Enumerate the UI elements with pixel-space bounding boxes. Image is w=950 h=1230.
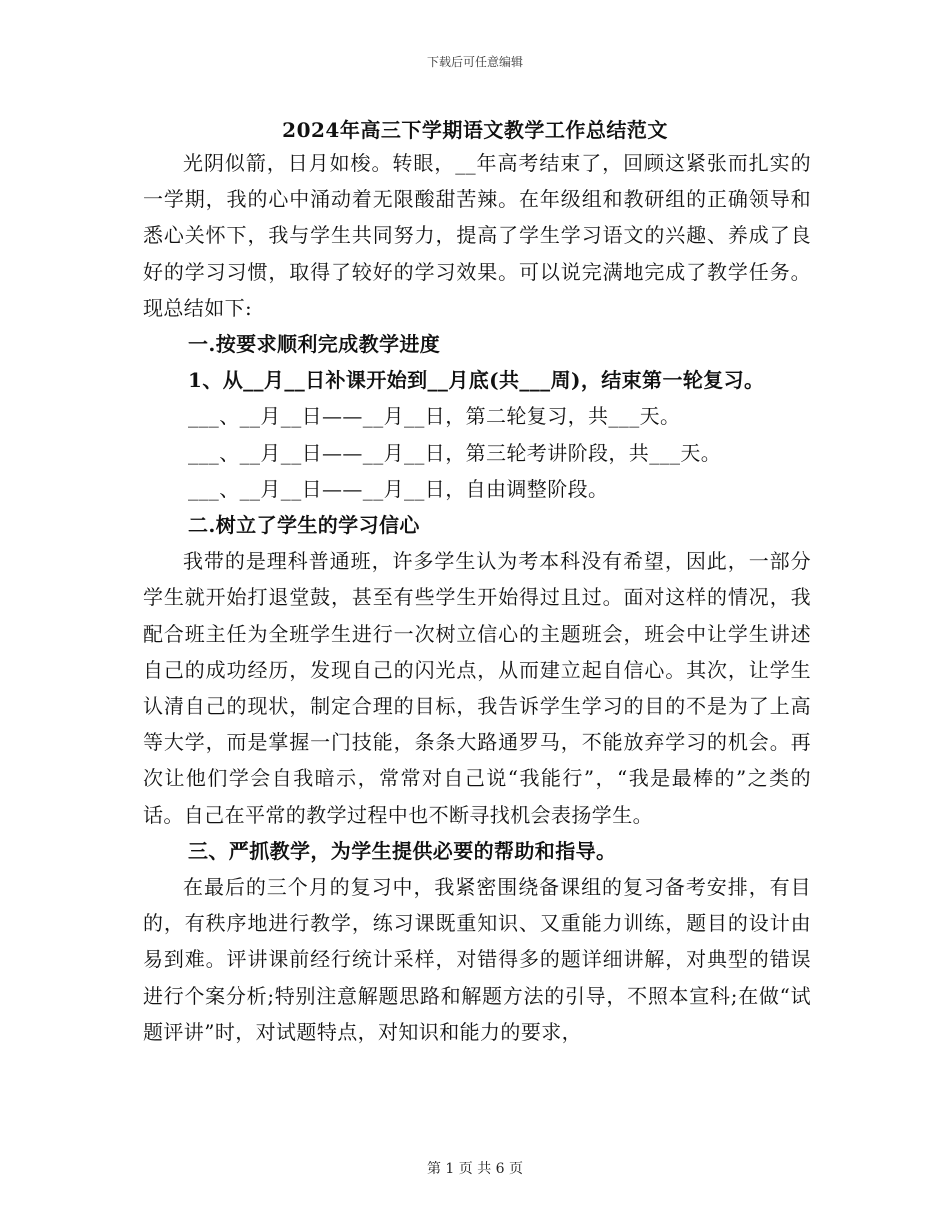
section-2-heading: 二.树立了学生的学习信心 [188,513,420,538]
schedule-line-2: ___、__月__日——__月__日，第三轮考讲阶段，共___天。 [188,440,722,465]
schedule-line-1: ___、__月__日——__月__日，第二轮复习，共___天。 [188,404,681,429]
section-3-heading: 三、严抓教学，为学生提供必要的帮助和指导。 [188,838,617,863]
section-1-heading: 一.按要求顺利完成教学进度 [188,332,441,357]
schedule-line-3: ___、__月__日——__月__日，自由调整阶段。 [188,476,609,501]
document-body [143,145,811,1050]
section-1-item-1: 1、从__月__日补课开始到__月底(共___周)，结束第一轮复习。 [188,368,765,393]
section-2-paragraph: 我带的是理科普通班，许多学生认为考本科没有希望，因此，一部分学生就开始打退堂鼓，甚至有些学生开始得过且过。面对这样的情况，我配合班主任为全班学生进行一次树立信心的主题班会，班会中让学生讲述自己的成功经历，发现自己的闪光点，从而建立起自信心。其次，让学生认清自己的现状，制定合理的目标，我告诉学生学习的目的不是为了上高等大学，而是掌握一门技能，条条大路通罗马，不能放弃学习的机会。再次让他们学会自我暗示，常常对自己说“我能行”，“我是最棒的”之类的话。自己在平常的教学过程中也不断寻找机会表扬学生。 [143,549,811,827]
page-indicator: 第 1 页 共 6 页 [426,1161,524,1177]
section-3-paragraph: 在最后的三个月的复习中，我紧密围绕备课组的复习备考安排，有目的，有秩序地进行教学，练习课既重知识、又重能力训练，题目的设计由易到难。评讲课前经行统计采样，对错得多的题详细讲解，对典型的错误进行个案分析;特别注意解题思路和解题方法的引导，不照本宣科;在做“试题评讲”时，对试题特点，对知识和能力的要求， [143,875,811,1044]
intro-paragraph: 光阴似箭，日月如梭。转眼，__年高考结束了，回顾这紧张而扎实的一学期，我的心中涌动着无限酸甜苦辣。在年级组和教研组的正确领导和悉心关怀下，我与学生共同努力，提高了学生学习语文的兴趣、养成了良好的学习习惯，取得了较好的学习效果。可以说完满地完成了教学任务。现总结如下: [143,151,811,320]
header-note: 下载后可任意编辑 [426,55,523,69]
document-title: 2024年高三下学期语文教学工作总结范文 [282,118,668,142]
